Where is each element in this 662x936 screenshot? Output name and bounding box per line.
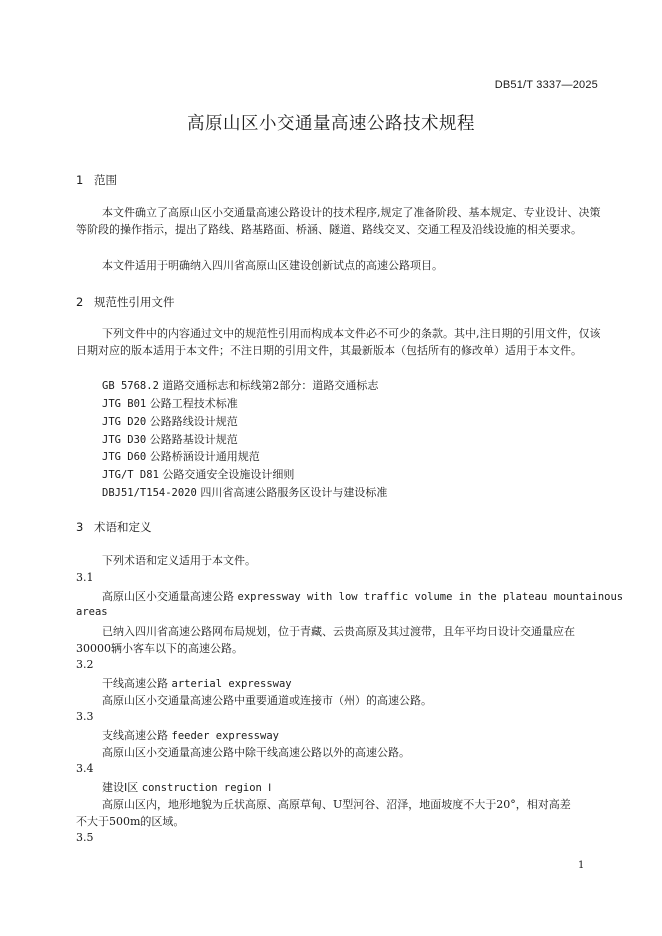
scope-paragraph-1: 本文件确立了高原山区小交通量高速公路设计的技术程序,规定了准备阶段、基本规定、专业设计、决策等阶段的操作指示，提出了路线、路基路面、桥涵、隧道、路线交叉、交通工程及沿线设施的相关要求。 [76,206,601,236]
term-number: 3.4 [76,762,94,775]
references-intro: 下列文件中的内容通过文中的规范性引用而构成本文件必不可少的条款。其中,注日期的引用文件，仅该日期对应的版本适用于本文件；不注日期的引用文件，其最新版本（包括所有的修改单）适用于本文件。 [76,327,601,357]
section-number: 3 [76,520,84,534]
scope-paragraph-2: 本文件适用于明确纳入四川省高原山区建设创新试点的高速公路项目。 [102,259,443,272]
term-entry: 支线高速公路 feeder expressway [102,729,279,742]
term-entry: 干线高速公路 arterial expressway [102,677,292,690]
section-number: 2 [76,295,84,309]
term-definition: 高原山区内，地形地貌为丘状高原、高原草甸、U型河谷、沼泽，地面坡度不大于20°，相对高差 [102,798,571,811]
term-definition: 高原山区小交通量高速公路中除干线高速公路以外的高速公路。 [102,746,410,759]
section-3-heading [76,519,152,535]
reference-item: JTG D60 公路桥涵设计通用规范 [102,450,260,463]
term-entry: 高原山区小交通量高速公路 expressway with low traffic volume in the plateau mountainous [102,590,624,603]
section-title: 规范性引用文件 [94,295,175,309]
term-definition-continued: 30000辆小客车以下的高速公路。 [76,642,243,655]
term-entry: 建设Ⅰ区 construction region Ⅰ [102,781,272,794]
standard-code: DB51/T 3337—2025 [494,79,598,91]
section-title: 术语和定义 [94,520,152,534]
reference-item: JTG D30 公路路基设计规范 [102,433,238,446]
term-definition-continued: 不大于500m的区域。 [76,815,185,828]
reference-item: GB 5768.2 道路交通标志和标线第2部分：道路交通标志 [102,379,379,392]
section-number: 1 [76,173,84,187]
reference-item: JTG/T D81 公路交通安全设施设计细则 [102,468,295,481]
term-number: 3.2 [76,658,94,671]
term-entry-continued: areas [76,606,108,618]
term-number: 3.1 [76,571,94,584]
term-number: 3.5 [76,831,94,844]
term-number: 3.3 [76,710,94,723]
section-1-heading [76,172,117,188]
reference-item: JTG D20 公路路线设计规范 [102,415,238,428]
reference-item: JTG B01 公路工程技术标准 [102,397,238,410]
document-title: 高原山区小交通量高速公路技术规程 [187,114,475,134]
term-definition: 高原山区小交通量高速公路中重要通道或连接市（州）的高速公路。 [102,694,432,707]
terms-intro: 下列术语和定义适用于本文件。 [102,554,256,567]
term-definition: 已纳入四川省高速公路网布局规划，位于青藏、云贵高原及其过渡带，且年平均日设计交通量应在 [102,625,575,638]
section-title: 范围 [94,173,117,187]
page-number: 1 [578,860,585,871]
section-2-heading [76,294,175,310]
reference-item: DBJ51/T154-2020 四川省高速公路服务区设计与建设标准 [102,486,388,499]
